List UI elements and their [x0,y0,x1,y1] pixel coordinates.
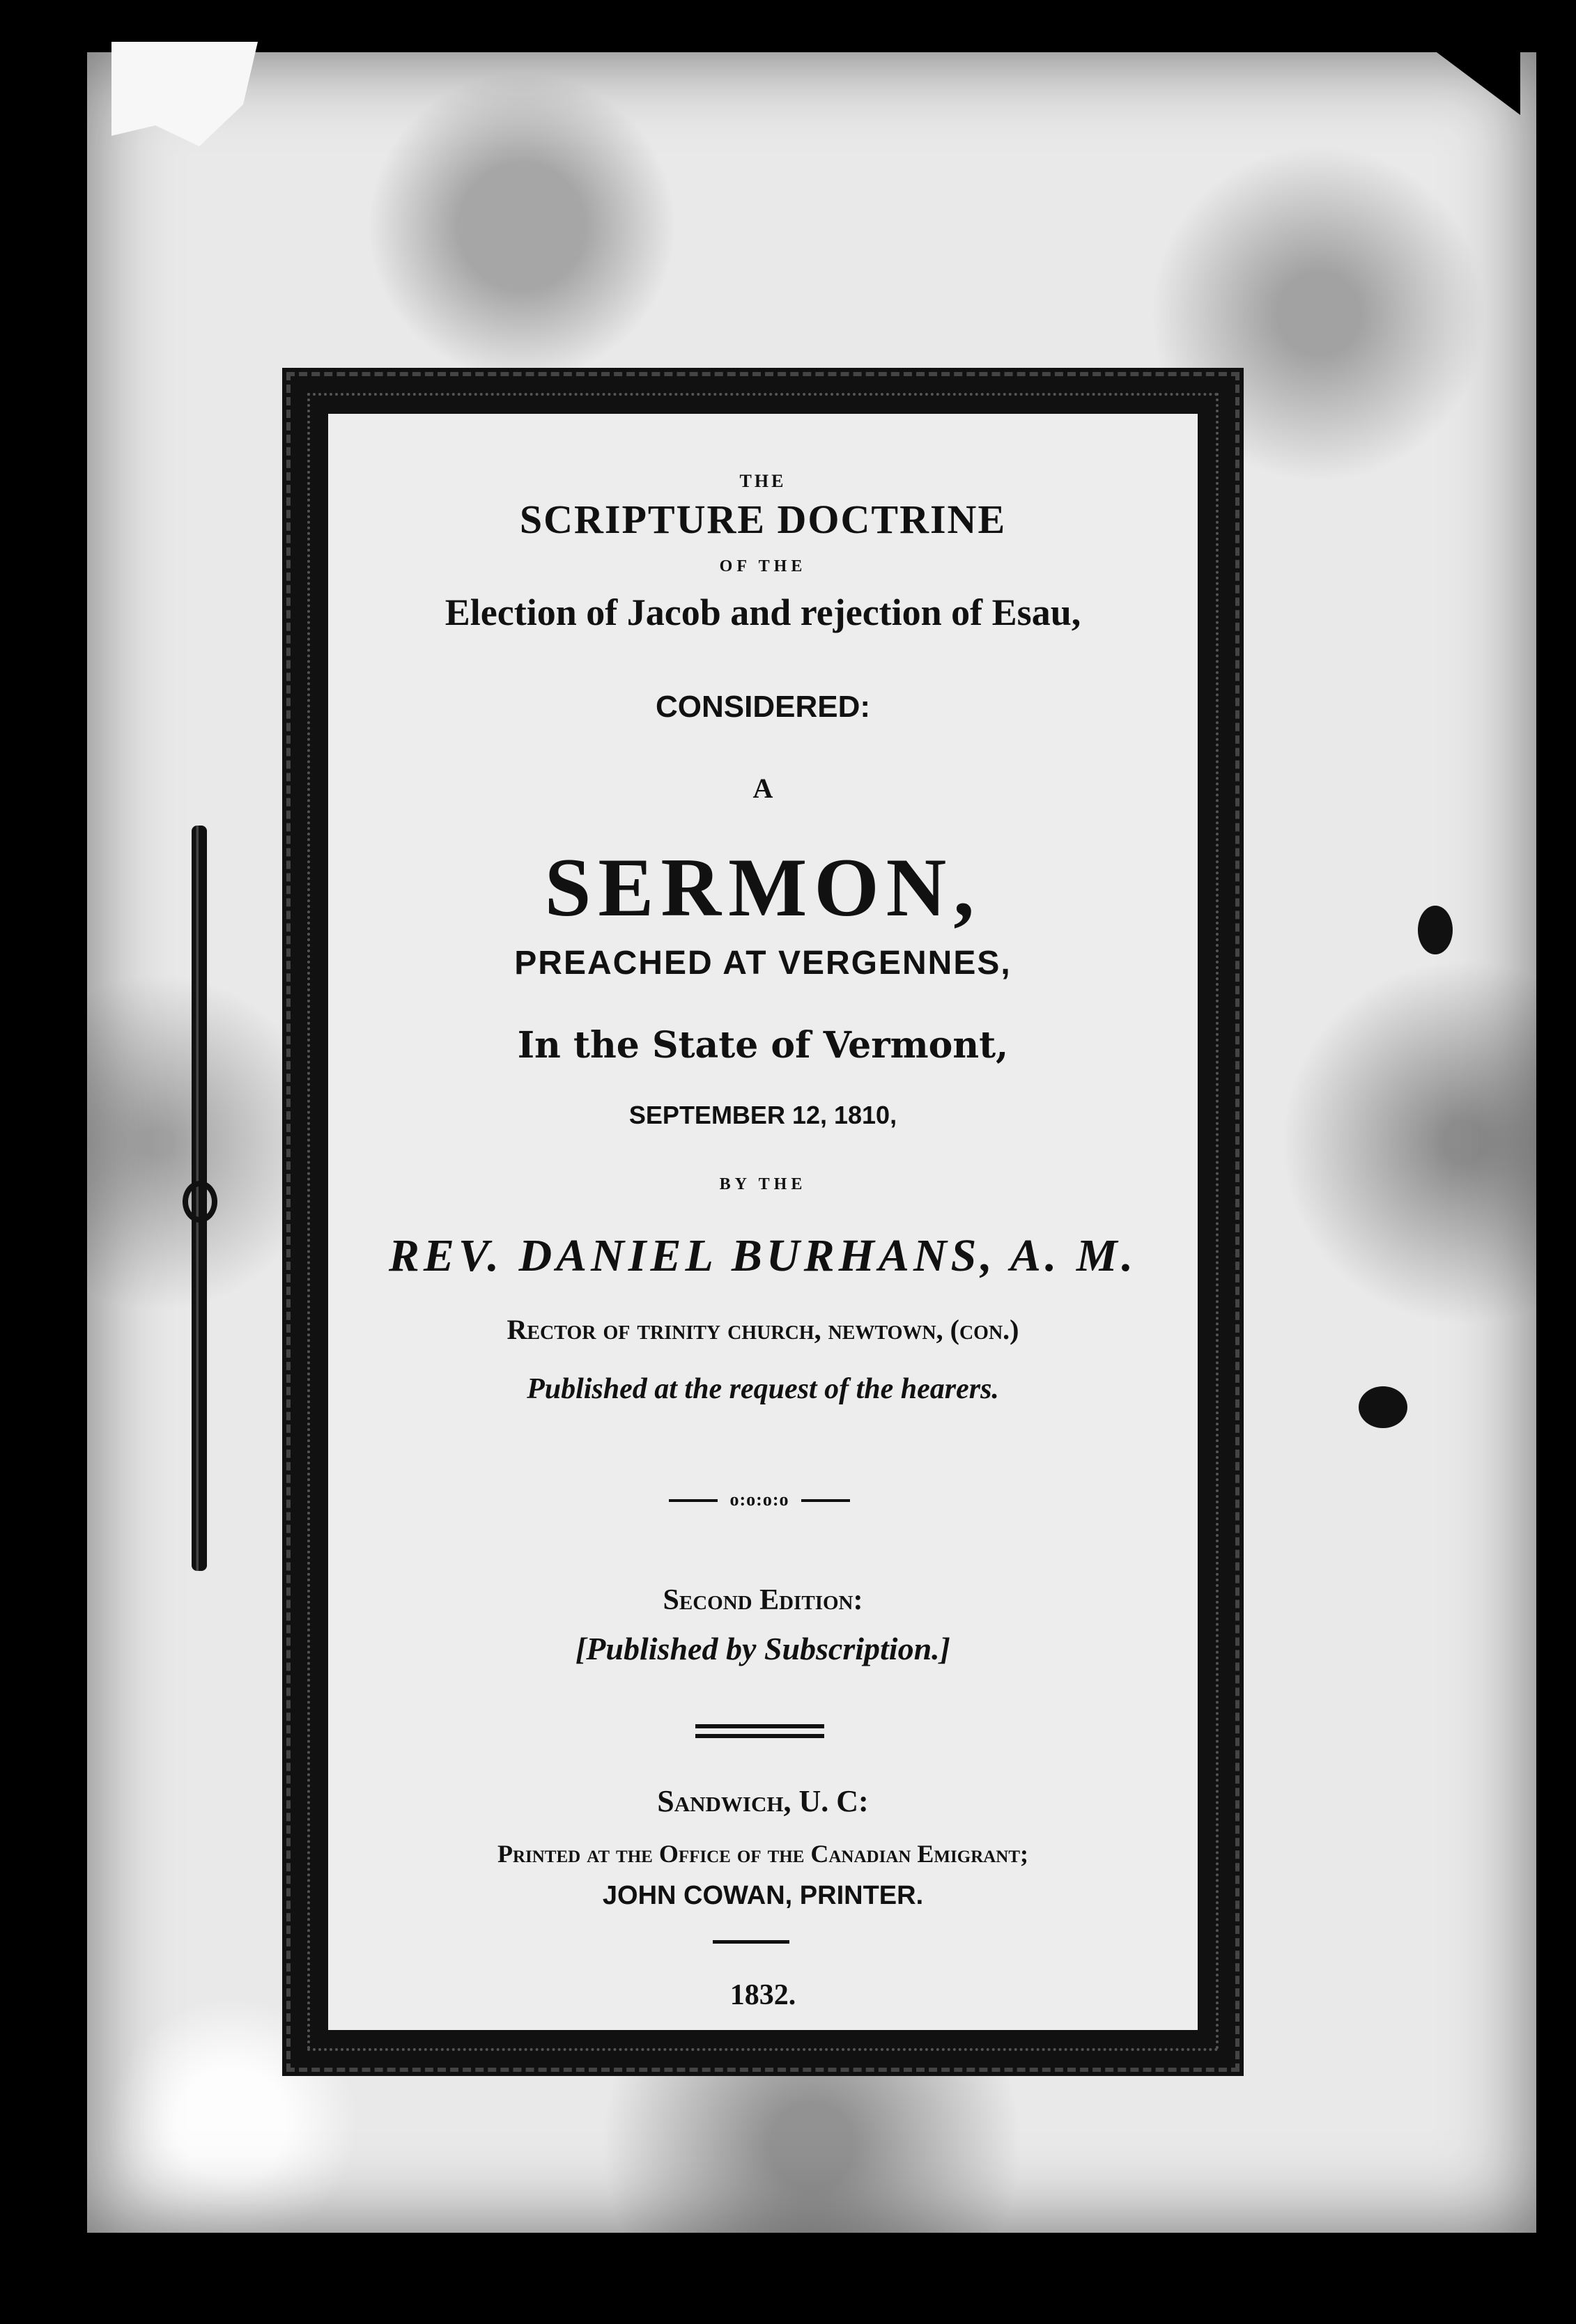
ink-blot [1418,906,1453,954]
heading-a: A [752,773,773,804]
divider-line [669,1499,718,1502]
double-rule [695,1724,824,1740]
author-name: REV. DANIEL BURHANS, A. M. [388,1230,1138,1281]
subscription-note: [Published by Subscription.] [575,1631,950,1666]
heading-scripture-doctrine: SCRIPTURE DOCTRINE [519,497,1007,542]
ornament-glyphs: o:o:o:o [729,1489,789,1510]
single-rule [713,1940,789,1944]
ink-blot [1359,1386,1407,1428]
rule-line [695,1724,824,1728]
by-the: BY THE [719,1175,807,1193]
heading-election: Election of Jacob and rejection of Esau, [445,591,1081,633]
ornament-divider [669,1489,850,1510]
state-line: In the State of Vermont, [517,1024,1009,1067]
edition: Second Edition: [663,1584,863,1616]
rule-line [695,1734,824,1738]
divider-line [801,1499,850,1502]
imprint-year: 1832. [729,1979,796,2011]
imprint-printer: JOHN COWAN, PRINTER. [602,1881,924,1910]
author-title: Rector of trinity church, newtown, (con.) [507,1314,1019,1345]
published-request: Published at the request of the hearers. [527,1373,999,1405]
binding-knot [183,1181,217,1223]
heading-considered: CONSIDERED: [655,690,871,724]
preached-location: PREACHED AT VERGENNES, [514,945,1012,982]
sermon-date: SEPTEMBER 12, 1810, [628,1101,897,1129]
heading-the: THE [739,471,787,491]
imprint-office: Printed at the Office of the Canadian Emigrant; [497,1840,1029,1868]
title-page-content [327,460,1198,2027]
heading-sermon: SERMON, [544,841,982,934]
heading-of-the: OF THE [719,557,807,575]
imprint-place: Sandwich, U. C: [657,1784,869,1818]
